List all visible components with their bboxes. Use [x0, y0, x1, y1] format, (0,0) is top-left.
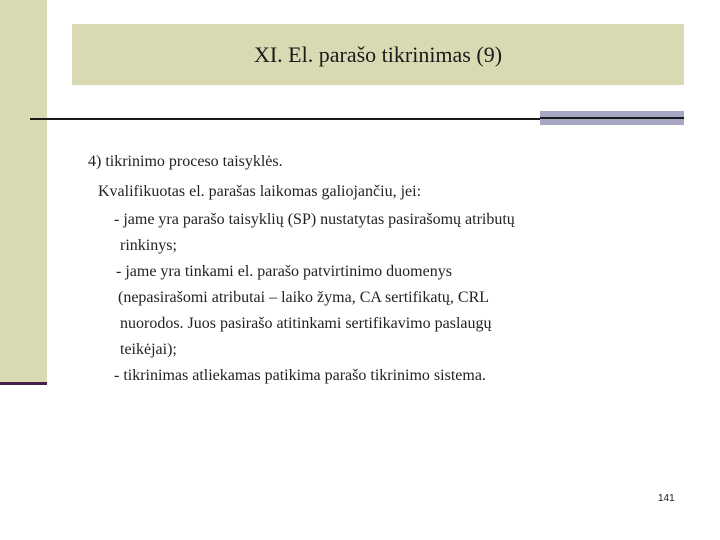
slide-title: XI. El. parašo tikrinimas (9) [253, 42, 503, 67]
intro-text: Kvalifikuotas el. parašas laikomas galiojančiu, jei: [98, 183, 422, 200]
body-line: - tikrinimas atliekamas patikima parašo tikrinimo sistema. [114, 367, 486, 384]
section-heading: 4) tikrinimo proceso taisyklės. [88, 153, 283, 170]
rule-accent-line [540, 117, 684, 119]
body-line: teikėjai); [120, 341, 177, 358]
body-line: rinkinys; [120, 237, 177, 254]
body-line: - jame yra tinkami el. parašo patvirtinimo duomenys [116, 263, 452, 280]
body-line: nuorodos. Juos pasirašo atitinkami sertifikavimo paslaugų [120, 315, 492, 332]
horizontal-rule [30, 118, 540, 120]
left-decorative-bar [0, 0, 47, 382]
body-line: (nepasirašomi atributai – laiko žyma, CA sertifikatų, CRL [118, 289, 490, 306]
page-number: 141 [658, 493, 675, 504]
body-line: - jame yra parašo taisyklių (SP) nustatytas pasirašomų atributų [114, 211, 515, 228]
left-bar-underline [0, 382, 47, 385]
